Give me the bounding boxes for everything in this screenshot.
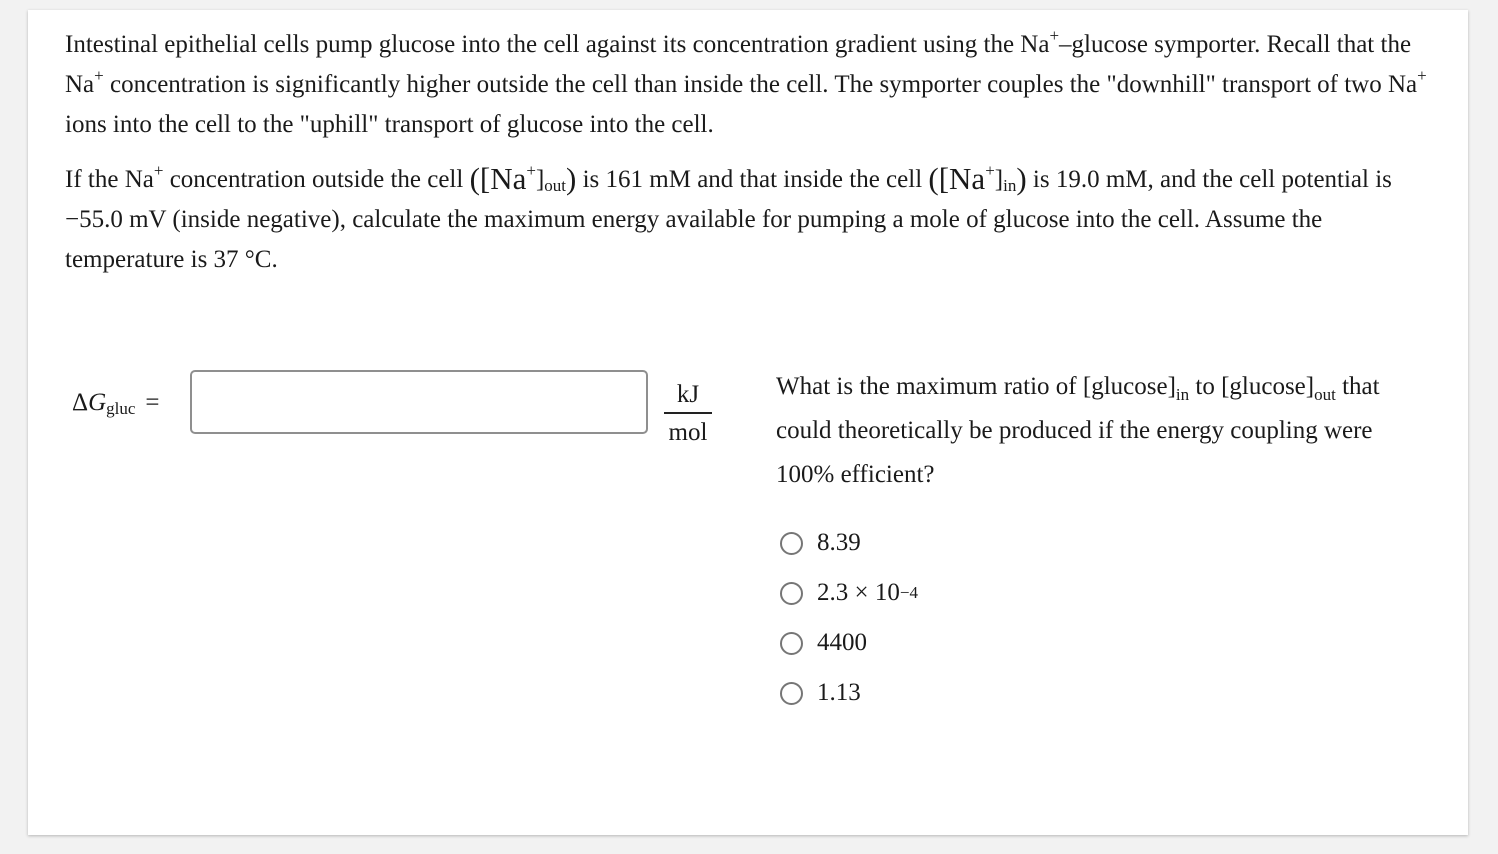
na-out-expression: $([Na^+]_{out})$ [469,161,577,196]
option-1[interactable]: 8.39 [780,526,861,560]
unit-numerator: kJ [676,381,700,408]
ratio-question: What is the maximum ratio of $[glucose]_{in}$ to $[glucose]_{out}$ that could theoretically be produced if the energy coupling were 100% efficient? [776,373,1380,488]
radio-button[interactable] [780,682,803,705]
question-card [28,10,1468,835]
radio-button[interactable] [780,632,803,655]
question-paragraph-1: Intestinal epithelial cells pump glucose into the cell against its concentration gradient using the Na+–glucose symporter. Recall that the Na+ concentration is significantly higher outside the cell than inside the cell. The symporter couples the "downhill" transport of two Na+ ions into the cell to the "uphill" transport of glucose into the cell. [65,26,1427,138]
question-paragraph-2: If the Na+ concentration outside the cell $([Na^+]_{out})$ is 161 mM and that inside the cell $([Na^+]_{in})$ is 19.0 mM, and the cell potential is −55.0 mV (inside negative), calculate the maximum energy available for pumping a mole of glucose into the cell. Assume the temperature is 37 °C. [65,161,1392,273]
delta-g-label: $\Delta G_{gluc}$ = [72,389,160,418]
unit-denominator: mol [668,419,708,446]
fraction-bar [664,412,712,414]
option-2[interactable]: 2.3 × 10 −4 [780,576,918,610]
unit-fraction [664,380,712,448]
radio-button[interactable] [780,532,803,555]
radio-button[interactable] [780,582,803,605]
na-in-expression: $([Na^+]_{in})$ [928,161,1027,196]
option-4[interactable]: 1.13 [780,676,861,710]
delta-g-answer-input[interactable] [190,370,648,434]
option-3[interactable]: 4400 [780,626,867,660]
